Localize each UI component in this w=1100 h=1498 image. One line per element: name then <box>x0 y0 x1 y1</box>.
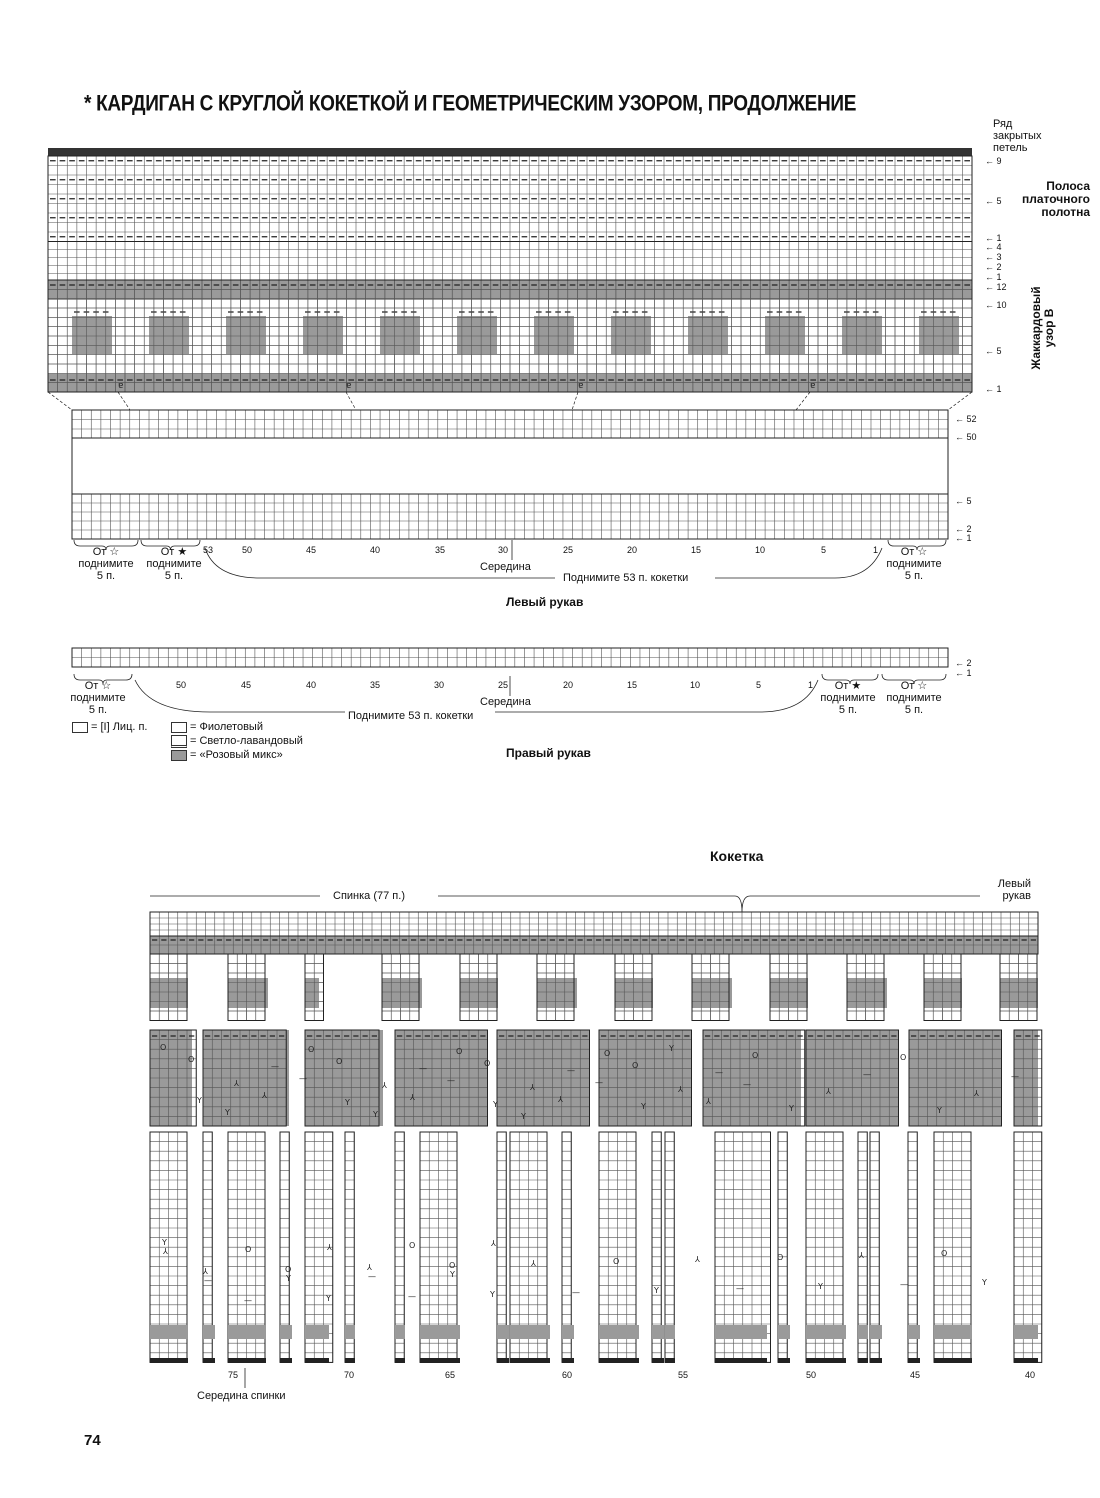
stitch-symbol: O <box>484 1059 491 1068</box>
yoke-lower-band <box>778 1325 790 1339</box>
stitch-symbol: — <box>204 1276 212 1285</box>
legend-swatch-violet <box>171 722 187 733</box>
legend-knit: = [I] Лиц. п. <box>72 720 148 734</box>
stitch-symbol: O <box>308 1045 315 1054</box>
col-number: 10 <box>690 680 701 690</box>
yoke-lower-band <box>510 1325 550 1339</box>
stitch-symbol: O <box>285 1265 292 1274</box>
stitch-symbol: ⅄ <box>974 1089 979 1098</box>
stitch-symbol: Y <box>521 1112 526 1121</box>
yoke-bottom-edge <box>1014 1358 1038 1363</box>
yoke-bottom-edge <box>395 1358 405 1363</box>
row-number: ← 50 <box>955 432 977 442</box>
col-number: 35 <box>435 545 446 555</box>
stitch-symbol: Y <box>490 1290 495 1299</box>
stitch-symbol: — <box>715 1068 723 1077</box>
stitch-symbol: ⅄ <box>203 1267 208 1276</box>
col-number: 53 <box>203 545 214 555</box>
stitch-symbol: Y <box>641 1102 646 1111</box>
stitch-symbol: — <box>271 1062 279 1071</box>
yoke-bottom-edge <box>345 1358 355 1363</box>
col-number: 35 <box>370 680 381 690</box>
connector-line <box>796 392 810 410</box>
col-number: 10 <box>755 545 766 555</box>
legend-swatch-white <box>72 722 88 733</box>
row-number: ← 2 <box>985 262 1002 272</box>
col-number: 50 <box>806 1370 817 1380</box>
stitch-symbol: ⅄ <box>262 1091 267 1100</box>
stitch-symbol: Y <box>450 1270 455 1279</box>
stitch-symbol: O <box>941 1249 948 1258</box>
stitch-symbol: O <box>188 1055 195 1064</box>
stitch-symbol: ⅄ <box>234 1079 239 1088</box>
yoke-bottom-edge <box>778 1358 790 1363</box>
yoke-bottom-edge <box>562 1358 574 1363</box>
left-sleeve-top-grid-border <box>72 410 948 439</box>
col-number: 20 <box>563 680 574 690</box>
cast-off-label: Ряд закрытых петель <box>993 118 1042 154</box>
yoke-bottom-edge <box>305 1358 329 1363</box>
stitch-symbol: — <box>447 1076 455 1085</box>
col-number: 45 <box>241 680 252 690</box>
col-number: 65 <box>445 1370 456 1380</box>
pickup-star-outline-right: От ☆ поднимите 5 п. <box>886 680 942 716</box>
row-number: ← 2 <box>955 658 972 668</box>
yoke-bottom-edge <box>228 1358 266 1363</box>
back-label: Спинка (77 п.) <box>333 890 405 902</box>
col-number: 5 <box>756 680 762 690</box>
col-number: 40 <box>306 680 317 690</box>
stitch-symbol: — <box>419 1064 427 1073</box>
stitch-symbol: Y <box>937 1106 942 1115</box>
yoke-lower-band <box>203 1325 215 1339</box>
row-number: ← 2 <box>955 524 972 534</box>
stitch-symbol: — <box>244 1296 252 1305</box>
yoke-bottom-edge <box>150 1358 188 1363</box>
row-number: ← 12 <box>985 282 1007 292</box>
col-number: 1 <box>808 680 814 690</box>
stitch-symbol: ⅄ <box>531 1259 536 1268</box>
stitch-symbol: ⅄ <box>706 1097 711 1106</box>
yoke-lower-band <box>870 1325 882 1339</box>
yoke-lower-band <box>934 1325 972 1339</box>
yoke-bottom-edge <box>806 1358 846 1363</box>
legend-pink: = «Розовый микс» <box>171 748 303 762</box>
left-sleeve-title: Левый рукав <box>506 595 584 609</box>
left-sleeve-bottom-grid-border <box>72 494 948 539</box>
stitch-symbol: — <box>595 1078 603 1087</box>
stitch-symbol: Y <box>818 1282 823 1291</box>
col-number: 75 <box>228 1370 239 1380</box>
stitch-symbol: O <box>336 1057 343 1066</box>
connector-line <box>346 392 356 410</box>
pickup-star-outline-left: От ☆ поднимите 5 п. <box>78 546 134 582</box>
stitch-symbol: ⅄ <box>695 1255 700 1264</box>
stitch-symbol: Y <box>789 1104 794 1113</box>
stitch-symbol: — <box>900 1280 908 1289</box>
plain-rows-grid <box>48 242 972 282</box>
row-number: ← 1 <box>985 233 1002 243</box>
col-number: 70 <box>344 1370 355 1380</box>
loop-icon: ɐ <box>578 381 584 391</box>
pickup-brace <box>135 680 818 712</box>
stitch-symbol: ⅄ <box>530 1083 535 1092</box>
middle-label: Середина <box>480 561 531 573</box>
stitch-symbol: — <box>863 1070 871 1079</box>
center-back-label: Середина спинки <box>197 1390 286 1402</box>
pickup-star-outline-left: От ☆ поднимите 5 п. <box>70 680 126 716</box>
yoke-bottom-edge <box>934 1358 972 1363</box>
loop-icon: ɐ <box>118 381 124 391</box>
col-number: 45 <box>910 1370 921 1380</box>
stitch-symbol: Y <box>373 1110 378 1119</box>
stitch-symbol: Y <box>162 1238 167 1247</box>
col-number: 15 <box>627 680 638 690</box>
stitch-symbol: O <box>160 1043 167 1052</box>
yoke-bottom-edge <box>870 1358 882 1363</box>
right-sleeve-title: Правый рукав <box>506 746 591 760</box>
garter-band-label: Полоса платочного полотна <box>1021 179 1090 219</box>
stitch-symbol: O <box>456 1047 463 1056</box>
row-number: ← 4 <box>985 242 1002 252</box>
yoke-lower-band <box>345 1325 355 1339</box>
stitch-symbol: ⅄ <box>367 1263 372 1272</box>
row-number: ← 1 <box>955 668 972 678</box>
yoke-bottom-edge <box>858 1358 868 1363</box>
yoke-top-grid <box>150 912 1038 936</box>
col-number: 30 <box>434 680 445 690</box>
yoke-bottom-edge <box>497 1358 509 1363</box>
stitch-symbol: Y <box>493 1100 498 1109</box>
stitch-symbol: Y <box>982 1278 987 1287</box>
yoke-bottom-edge <box>203 1358 215 1363</box>
yoke-bottom-edge <box>908 1358 920 1363</box>
loop-icon: ɐ <box>810 381 816 391</box>
row-number: ← 10 <box>985 300 1007 310</box>
col-number: 25 <box>498 680 509 690</box>
connector-line <box>48 392 72 410</box>
yoke-lower-band <box>228 1325 266 1339</box>
stitch-symbol: Y <box>197 1096 202 1105</box>
stitch-symbol: — <box>743 1080 751 1089</box>
page-title: * КАРДИГАН С КРУГЛОЙ КОКЕТКОЙ И ГЕОМЕТРИЧЕСКИМ УЗОРОМ, ПРОДОЛЖЕНИЕ <box>84 92 857 117</box>
col-number: 25 <box>563 545 574 555</box>
loop-icon: ɐ <box>346 381 352 391</box>
stitch-symbol: — <box>408 1292 416 1301</box>
legend-lavender: = Светло-лавандовый <box>171 734 303 748</box>
page-number: 74 <box>84 1432 101 1449</box>
left-sleeve-bottom-grid <box>72 494 948 539</box>
stitch-symbol: Y <box>345 1098 350 1107</box>
row-number: ← 5 <box>985 196 1002 206</box>
stitch-symbol: O <box>449 1261 456 1270</box>
stitch-symbol: — <box>572 1288 580 1297</box>
yoke-lower-band <box>497 1325 509 1339</box>
stitch-symbol: ⅄ <box>163 1247 168 1256</box>
pickup-star-filled-left: От ★ поднимите 5 п. <box>146 546 202 582</box>
pickup-star-outline-right: От ☆ поднимите 5 п. <box>886 546 942 582</box>
stitch-symbol: O <box>245 1245 252 1254</box>
col-number: 55 <box>678 1370 689 1380</box>
row-number: ← 52 <box>955 414 977 424</box>
row-number: ← 1 <box>985 384 1002 394</box>
row-number: ← 1 <box>955 533 972 543</box>
col-number: 1 <box>873 545 879 555</box>
left-sleeve-top-grid <box>72 410 948 439</box>
yoke-lower-band <box>908 1325 920 1339</box>
col-number: 5 <box>821 545 827 555</box>
yoke-lower-band <box>1014 1325 1038 1339</box>
col-number: 45 <box>306 545 317 555</box>
col-number: 30 <box>498 545 509 555</box>
yoke-lower-band <box>395 1325 405 1339</box>
row-number: ← 1 <box>985 272 1002 282</box>
stitch-symbol: Y <box>654 1286 659 1295</box>
row-number: ← 5 <box>955 496 972 506</box>
stitch-symbol: ⅄ <box>382 1081 387 1090</box>
yoke-lower-band <box>858 1325 868 1339</box>
stitch-symbol: Y <box>326 1294 331 1303</box>
yoke-bottom-edge <box>665 1358 675 1363</box>
col-number: 40 <box>370 545 381 555</box>
stitch-symbol: O <box>900 1053 907 1062</box>
pickup-label: Поднимите 53 п. кокетки <box>563 572 689 584</box>
stitch-symbol: Y <box>669 1044 674 1053</box>
yoke-bottom-edge <box>599 1358 639 1363</box>
stitch-symbol: O <box>604 1049 611 1058</box>
stitch-symbol: ⅄ <box>410 1093 415 1102</box>
col-number: 20 <box>627 545 638 555</box>
stitch-symbol: Y <box>225 1108 230 1117</box>
legend-violet: = Фиолетовый <box>171 720 303 734</box>
stitch-symbol: — <box>368 1272 376 1281</box>
yoke-bottom-edge <box>510 1358 550 1363</box>
stitch-symbol: ⅄ <box>826 1087 831 1096</box>
stitch-symbol: O <box>752 1051 759 1060</box>
row-number: ← 9 <box>985 156 1002 166</box>
connector-line <box>118 392 130 410</box>
yoke-lower-band <box>280 1325 292 1339</box>
pickup-star-filled-right: От ★ поднимите 5 п. <box>820 680 876 716</box>
connector-line <box>948 392 972 410</box>
yoke-lower-band <box>420 1325 460 1339</box>
stitch-symbol: O <box>632 1061 639 1070</box>
yoke-bottom-edge <box>280 1358 292 1363</box>
col-number: 50 <box>176 680 187 690</box>
yoke-lower-band <box>715 1325 767 1339</box>
yoke-lower-band <box>806 1325 846 1339</box>
yoke-section-line <box>150 896 980 912</box>
yoke-bottom-edge <box>652 1358 664 1363</box>
yoke-bottom-edge <box>715 1358 767 1363</box>
stitch-symbol: — <box>567 1066 575 1075</box>
middle-label: Середина <box>480 696 531 708</box>
col-number: 40 <box>1025 1370 1036 1380</box>
yoke-lower-band <box>305 1325 329 1339</box>
stitch-symbol: Y <box>286 1274 291 1283</box>
stitch-symbol: ⅄ <box>491 1239 496 1248</box>
connector-line <box>572 392 578 410</box>
yoke-lower-band <box>652 1325 664 1339</box>
legend-colors <box>171 720 303 762</box>
stitch-symbol: ⅄ <box>558 1095 563 1104</box>
yoke-lower-band <box>562 1325 574 1339</box>
stitch-symbol: — <box>299 1074 307 1083</box>
stitch-symbol: O <box>777 1253 784 1262</box>
row-number: ← 5 <box>985 346 1002 356</box>
col-number: 50 <box>242 545 253 555</box>
yoke-bottom-edge <box>420 1358 460 1363</box>
cast-off-row <box>48 148 972 156</box>
legend-swatch-lavender <box>171 735 187 748</box>
yoke-lower-band <box>599 1325 639 1339</box>
right-sleeve-grid <box>72 648 948 667</box>
legend <box>72 720 148 734</box>
yoke-lower-band <box>665 1325 675 1339</box>
legend-swatch-pink <box>171 750 187 761</box>
pickup-label: Поднимите 53 п. кокетки <box>348 710 474 722</box>
col-number: 15 <box>691 545 702 555</box>
yoke-lower-band <box>150 1325 188 1339</box>
stitch-symbol: ⅄ <box>678 1085 683 1094</box>
stitch-symbol: ⅄ <box>327 1243 332 1252</box>
jacquard-label: Жаккардовый узор В <box>1029 286 1056 370</box>
stitch-symbol: O <box>409 1241 416 1250</box>
left-sleeve-gap <box>72 438 948 494</box>
row-number: ← 3 <box>985 252 1002 262</box>
stitch-symbol: O <box>613 1257 620 1266</box>
stitch-symbol: ⅄ <box>859 1251 864 1260</box>
left-sleeve-yoke-label: Левый рукав <box>997 878 1031 902</box>
yoke-title: Кокетка <box>710 848 764 864</box>
stitch-symbol: — <box>736 1284 744 1293</box>
stitch-symbol: — <box>1011 1072 1019 1081</box>
col-number: 60 <box>562 1370 573 1380</box>
